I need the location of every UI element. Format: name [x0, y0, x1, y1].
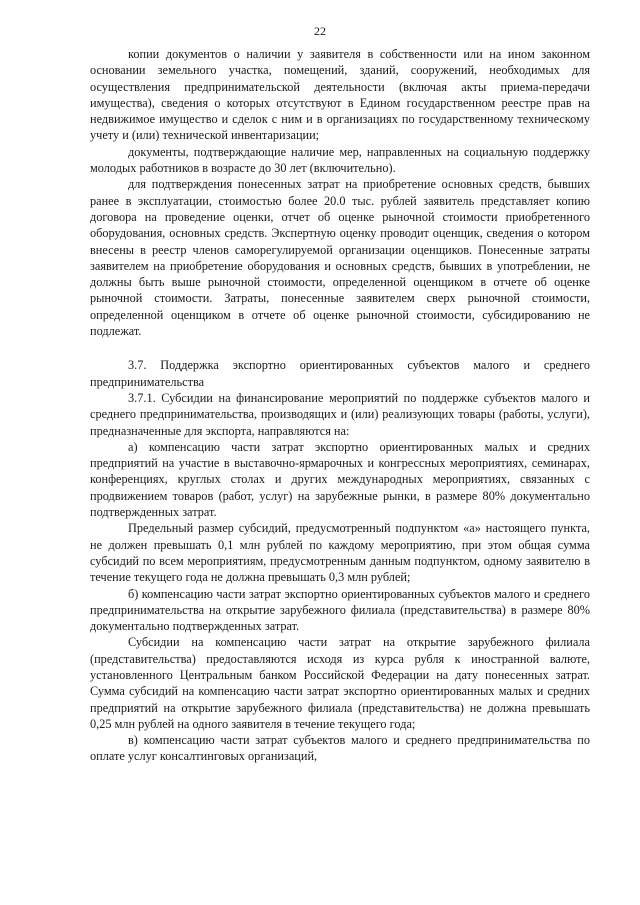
- paragraph: копии документов о наличии у заявителя в собственности или на ином законном основании земельного участка, помещений, зданий, сооружений, необходимых для осуществления предпринимательской деятельности (включая акты приема-передачи имущества), сведения о которых отсутствуют в Едином государственном реестре прав на недвижимое имущество и сделок с ним и в организациях по государственному техническому учету и (или) технической инвентаризации;: [90, 47, 590, 143]
- paragraph: для подтверждения понесенных затрат на приобретение основных средств, бывших ранее в эксплуатации, стоимостью более 20.0 тыс. рублей заявитель представляет копию договора на проведение оценки, отчет об оценке рыночной стоимости приобретенного оборудования, основных средств. Экспертную оценку проводит оценщик, сведения о котором внесены в реестр членов саморегулируемой организации оценщиков. Понесенные затраты заявителем на приобретение оборудования и основных средств, бывших в употреблении, не должны быть выше рыночной стоимости, определенной оценщиком в отчете об оценке рыночной стоимости. Затраты, понесенные заявителем сверх рыночной стоимости, определенной оценщиком в отчете об оценке рыночной стоимости, субсидированию не подлежат.: [90, 177, 590, 339]
- paragraph: 3.7.1. Субсидии на финансирование мероприятий по поддержке субъектов малого и среднего предпринимательства, производящих и (или) реализующих товары (работы, услуги), предназначенные для экспорта, направляются на:: [90, 390, 590, 438]
- page-number: 22: [314, 24, 326, 38]
- paragraph: а) компенсацию части затрат экспортно ориентированных малых и средних предприятий на участие в выставочно-ярмарочных и конгрессных мероприятиях, семинарах, конференциях, круглых столах и других международных мероприятиях, связанных с продвижением товаров (работ, услуг) на зарубежные рынки, в размере 80% документально подтвержденных затрат.: [90, 439, 590, 520]
- paragraph: в) компенсацию части затрат субъектов малого и среднего предпринимательства по оплате услуг консалтинговых организаций,: [90, 733, 590, 764]
- document-body: [90, 46, 590, 765]
- paragraph: Субсидии на компенсацию части затрат на открытие зарубежного филиала (представительства) предоставляются исходя из курса рубля к иностранной валюте, установленного Центральным банком Российской Федерации на дату понесенных затрат. Сумма субсидий на компенсацию части затрат экспортно ориентированных малых и средних предприятий на открытие зарубежного филиала (представительства) не должна превышать 0,25 млн рублей на одного заявителя в течение текущего года;: [90, 635, 590, 731]
- paragraph: документы, подтверждающие наличие мер, направленных на социальную поддержку молодых работников в возрасте до 30 лет (включительно).: [90, 144, 590, 176]
- section-heading: 3.7. Поддержка экспортно ориентированных субъектов малого и среднего предпринимательства: [90, 358, 590, 389]
- paragraph: Предельный размер субсидий, предусмотренный подпунктом «а» настоящего пункта, не должен превышать 0,1 млн рублей по каждому мероприятию, при этом общая сумма субсидий по всем мероприятиям, предусмотренным данным подпунктом, одному заявителю в течение текущего года не должна превышать 0,3 млн рублей;: [90, 521, 590, 585]
- paragraph: б) компенсацию части затрат экспортно ориентированных субъектов малого и среднего предпринимательства на открытие зарубежного филиала (представительства) в размере 80% документально подтвержденных затрат.: [90, 586, 590, 634]
